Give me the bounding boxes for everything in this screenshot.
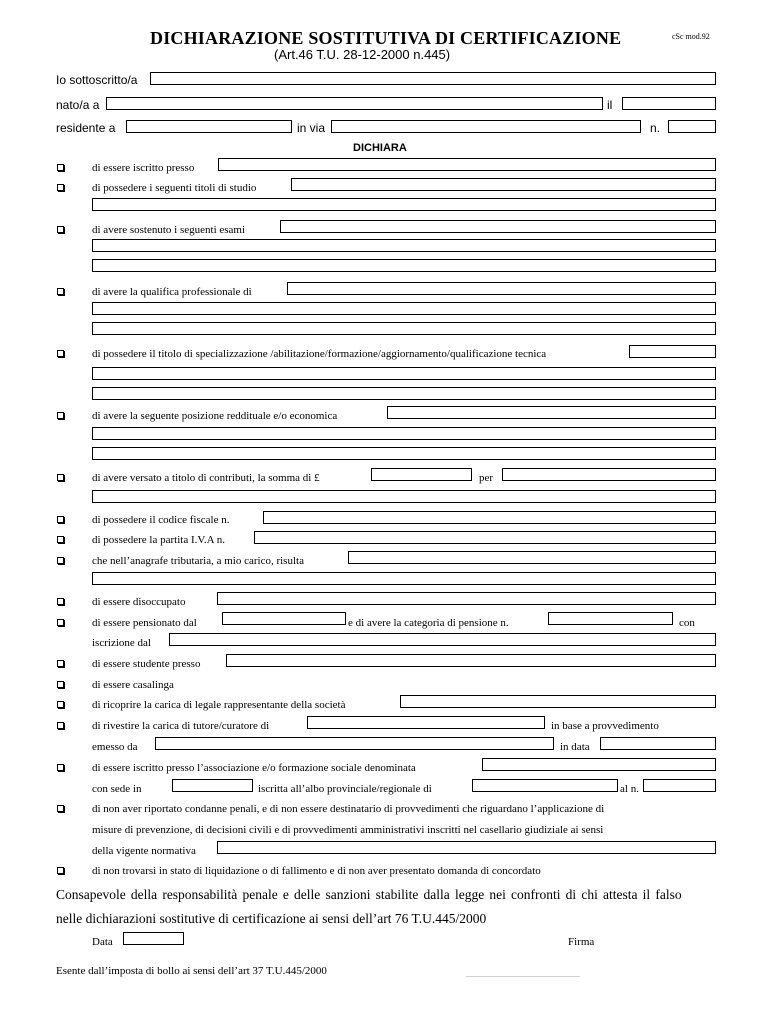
pensione-cat-input[interactable] [548,612,673,625]
checkbox-casalinga[interactable] [57,681,64,688]
checkbox-iscritto[interactable] [57,164,64,171]
titoli-label: di possedere i seguenti titoli di studio [92,182,257,194]
legale-rapp-label: di ricoprire la carica di legale rappresentante della società [92,699,346,711]
specializzazione-input[interactable] [629,345,716,358]
form-code: cSc mod.92 [672,32,710,41]
pensione-con-label: con [679,617,695,629]
legale-rapp-input[interactable] [400,695,716,708]
disoccupato-label: di essere disoccupato [92,596,186,608]
in-data-label: in data [560,741,590,753]
titoli-input-2[interactable] [92,198,716,211]
checkbox-pensionato[interactable] [57,619,64,626]
residente-input[interactable] [126,120,292,133]
qualifica-input-2[interactable] [92,302,716,315]
checkbox-disoccupato[interactable] [57,598,64,605]
checkbox-condanne[interactable] [57,805,64,812]
casalinga-label: di essere casalinga [92,679,174,691]
reddituale-input[interactable] [387,406,716,419]
condanne-line-1: di non aver riportato condanne penali, e di non essere destinatario di provvedimenti che riguardano l’applicazione di [92,803,605,815]
checkbox-titoli[interactable] [57,184,64,191]
firma-line[interactable]: ______________________________________ [466,972,580,978]
reddituale-input-2[interactable] [92,427,716,440]
numero-label: n. [650,121,661,135]
codice-fiscale-input[interactable] [263,511,716,524]
condanne-line-2: misure di prevenzione, di decisioni civili e di provvedimenti amministrativi inscritti nel casellario giudiziale ai sensi [92,824,604,836]
nato-luogo-input[interactable] [106,97,603,110]
iscrizione-dal-label: iscrizione dal [92,637,151,649]
qualifica-label: di avere la qualifica professionale di [92,286,252,298]
tutore-label: di rivestire la carica di tutore/curatore di [92,720,270,732]
specializzazione-input-2[interactable] [92,367,716,380]
nato-label: nato/a a [56,98,100,112]
sede-in-input[interactable] [172,779,253,792]
numero-input[interactable] [668,120,716,133]
liquidazione-label: di non trovarsi in stato di liquidazione o di fallimento e di non aver presentato domanda di concordato [92,865,541,877]
checkbox-tutore[interactable] [57,722,64,729]
studente-input[interactable] [226,654,716,667]
checkbox-anagrafe[interactable] [57,557,64,564]
codice-fiscale-label: di possedere il codice fiscale n. [92,514,230,526]
data-input[interactable] [123,932,184,945]
al-n-label: al n. [620,783,639,795]
partita-iva-label: di possedere la partita I.V.A n. [92,534,225,546]
associazione-label: di essere iscritto presso l’associazione e/o formazione sociale denominata [92,762,416,774]
condanne-line-3: della vigente normativa [92,845,196,857]
specializzazione-input-3[interactable] [92,387,716,400]
qualifica-input[interactable] [287,282,716,295]
anagrafe-input[interactable] [348,551,716,564]
esami-input-3[interactable] [92,259,716,272]
pensionato-dal-input[interactable] [222,612,346,625]
sede-in-label: con sede in [92,783,142,795]
via-label: in via [297,121,326,135]
contributi-per-input[interactable] [502,468,716,481]
checkbox-specializzazione[interactable] [57,350,64,357]
page-title: DICHIARAZIONE SOSTITUTIVA DI CERTIFICAZIONE [150,28,622,48]
sottoscritto-label: Io sottoscritto/a [56,73,138,87]
esami-input[interactable] [280,220,716,233]
tutore-base-label: in base a provvedimento [551,720,659,732]
anagrafe-input-2[interactable] [92,572,716,585]
checkbox-liquidazione[interactable] [57,867,64,874]
firma-label: Firma [568,936,595,948]
checkbox-studente[interactable] [57,660,64,667]
al-n-input[interactable] [643,779,716,792]
consapevole-line-1: Consapevole della responsabilità penale e delle sanzioni stabilite dalla legge nei confronti di chi attesta il falso [56,887,682,902]
anagrafe-label: che nell’anagrafe tributaria, a mio carico, risulta [92,555,304,567]
consapevole-line-2: nelle dichiarazioni sostitutive di certificazione ai sensi dell’art 76 T.U.445/2000 [56,911,487,926]
checkbox-legale-rapp[interactable] [57,701,64,708]
sottoscritto-input[interactable] [150,72,716,85]
iscritto-input[interactable] [218,158,716,171]
partita-iva-input[interactable] [254,531,716,544]
contributi-label: di avere versato a titolo di contributi, la somma di £ [92,472,320,484]
contributi-somma-input[interactable] [371,468,472,481]
checkbox-esami[interactable] [57,226,64,233]
page-subtitle: (Art.46 T.U. 28-12-2000 n.445) [274,47,451,62]
condanne-input[interactable] [217,841,716,854]
in-data-input[interactable] [600,737,716,750]
qualifica-input-3[interactable] [92,322,716,335]
specializzazione-label: di possedere il titolo di specializzazione /abilitazione/formazione/aggiornamento/qualificazione tecnica [92,348,547,360]
studente-label: di essere studente presso [92,658,201,670]
emesso-da-input[interactable] [155,737,554,750]
data-label: Data [92,936,113,948]
emesso-da-label: emesso da [92,741,138,753]
esami-label: di avere sostenuto i seguenti esami [92,224,246,236]
iscritto-label: di essere iscritto presso [92,162,195,174]
contributi-per-label: per [479,472,494,484]
via-input[interactable] [331,120,641,133]
albo-input[interactable] [472,779,618,792]
dichiara-heading: DICHIARA [353,142,407,154]
checkbox-associazione[interactable] [57,764,64,771]
il-label: il [607,98,613,112]
residente-label: residente a [56,121,116,135]
titoli-input[interactable] [291,178,716,191]
checkbox-qualifica[interactable] [57,288,64,295]
pensione-cat-label: e di avere la categoria di pensione n. [348,617,509,629]
reddituale-input-3[interactable] [92,447,716,460]
tutore-input[interactable] [307,716,545,729]
albo-label: iscritta all’albo provinciale/regionale di [258,783,432,795]
pensionato-label: di essere pensionato dal [92,617,197,629]
esente-note: Esente dall’imposta di bollo ai sensi dell’art 37 T.U.445/2000 [56,965,327,977]
reddituale-label: di avere la seguente posizione reddituale e/o economica [92,410,338,422]
esami-input-2[interactable] [92,239,716,252]
nato-data-input[interactable] [622,97,716,110]
contributi-input-2[interactable] [92,490,716,503]
iscrizione-dal-input[interactable] [169,633,716,646]
checkbox-partita-iva[interactable] [57,536,64,543]
checkbox-contributi[interactable] [57,474,64,481]
disoccupato-input[interactable] [217,592,716,605]
associazione-input[interactable] [482,758,716,771]
checkbox-codice-fiscale[interactable] [57,516,64,523]
checkbox-reddituale[interactable] [57,412,64,419]
